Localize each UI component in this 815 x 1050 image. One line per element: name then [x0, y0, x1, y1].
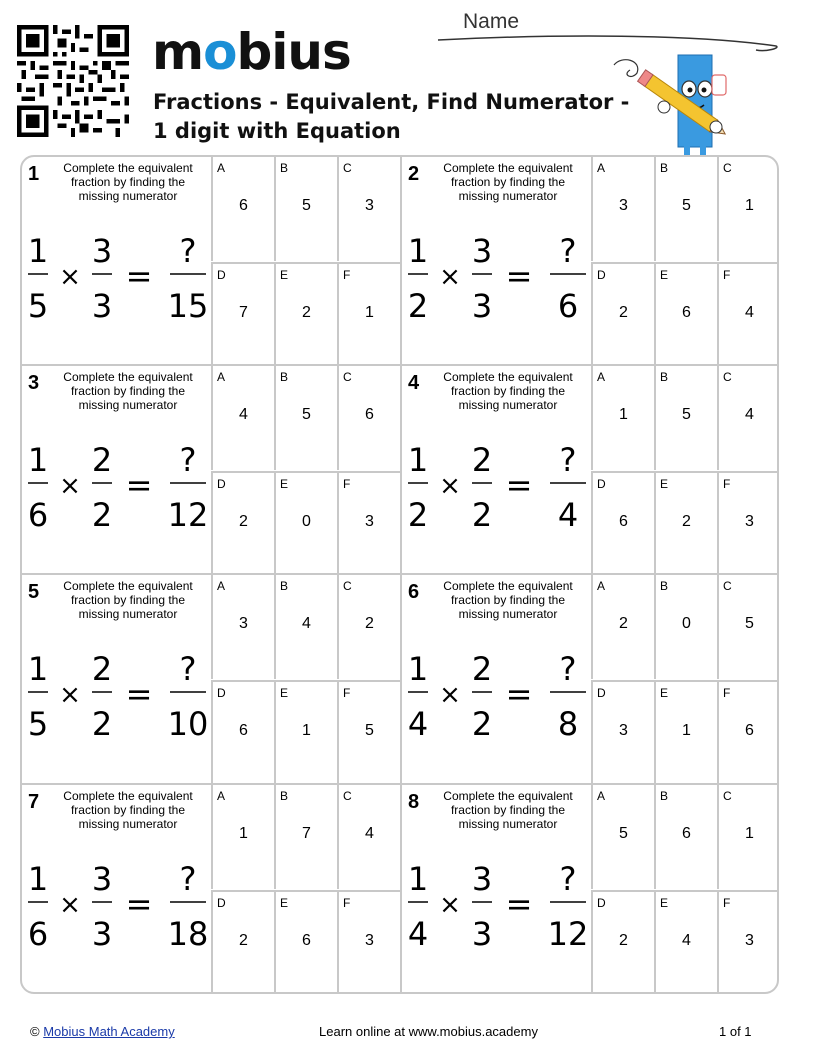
option-value: 2: [365, 615, 374, 632]
fraction-a-denominator: 4: [407, 915, 429, 953]
equals-sign: =: [125, 466, 153, 504]
option-value: 6: [682, 825, 691, 842]
result-denominator: 6: [557, 287, 579, 325]
fraction-a-numerator: 1: [407, 441, 429, 479]
fraction-b-numerator: 2: [91, 441, 113, 479]
problem-card: [402, 785, 779, 994]
answer-option[interactable]: [337, 680, 400, 784]
result-denominator: 4: [557, 496, 579, 534]
answer-option[interactable]: [717, 575, 779, 679]
option-letter: F: [723, 686, 731, 700]
option-value: 3: [239, 615, 248, 632]
option-letter: A: [217, 161, 226, 175]
problem-number: 8: [408, 791, 420, 813]
answer-option[interactable]: [591, 262, 654, 366]
answer-option[interactable]: [211, 890, 274, 994]
option-letter: A: [597, 161, 606, 175]
fraction-b-denominator: 3: [471, 915, 493, 953]
fraction-equation: [402, 217, 592, 367]
answer-choices: [591, 366, 779, 575]
answer-choices: [211, 785, 401, 994]
option-value: 5: [619, 825, 628, 842]
problem-instruction: Complete the equivalent fraction by finding the missing numerator: [443, 370, 573, 412]
option-letter: D: [597, 268, 606, 282]
answer-option[interactable]: [654, 157, 717, 261]
option-letter: C: [343, 161, 352, 175]
option-letter: F: [723, 268, 731, 282]
option-letter: E: [280, 686, 289, 700]
fraction-a-numerator: 1: [27, 860, 49, 898]
answer-choices: [211, 157, 401, 366]
problem-number: 3: [28, 372, 40, 394]
option-value: 3: [745, 932, 754, 949]
problem-instruction: Complete the equivalent fraction by finding the missing numerator: [443, 579, 573, 621]
problem-card: [22, 366, 401, 575]
problem-card: [22, 785, 401, 994]
answer-option[interactable]: [654, 366, 717, 470]
answer-choices: [591, 575, 779, 784]
problem-card: [402, 366, 779, 575]
answer-option[interactable]: [337, 262, 400, 366]
multiply-sign: ×: [59, 262, 81, 292]
problem-card: [402, 575, 779, 784]
fraction-b-numerator: 3: [471, 232, 493, 270]
option-value: 0: [682, 615, 691, 632]
option-value: 2: [619, 932, 628, 949]
answer-option[interactable]: [211, 157, 274, 261]
option-value: 5: [745, 615, 754, 632]
equals-sign: =: [125, 257, 153, 295]
option-letter: D: [217, 686, 226, 700]
result-numerator[interactable]: ?: [559, 650, 577, 688]
multiply-sign: ×: [439, 262, 461, 292]
option-value: 2: [682, 513, 691, 530]
answer-option[interactable]: [717, 157, 779, 261]
option-value: 5: [365, 722, 374, 739]
option-value: 3: [745, 513, 754, 530]
multiply-sign: ×: [439, 680, 461, 710]
answer-option[interactable]: [654, 890, 717, 994]
answer-option[interactable]: [591, 471, 654, 575]
option-value: 5: [682, 197, 691, 214]
equals-sign: =: [505, 885, 533, 923]
problem-number: 1: [28, 163, 40, 185]
option-letter: B: [660, 789, 669, 803]
problem-card: [22, 157, 401, 366]
fraction-b-denominator: 3: [471, 287, 493, 325]
multiply-sign: ×: [439, 471, 461, 501]
answer-option[interactable]: [337, 890, 400, 994]
fraction-a-numerator: 1: [27, 232, 49, 270]
option-value: 3: [365, 197, 374, 214]
fraction-b-denominator: 2: [91, 705, 113, 743]
answer-choices: [591, 785, 779, 994]
result-denominator: 15: [167, 287, 209, 325]
option-value: 2: [619, 615, 628, 632]
problem-number: 2: [408, 163, 420, 185]
result-numerator[interactable]: ?: [559, 441, 577, 479]
option-letter: D: [597, 896, 606, 910]
option-value: 1: [745, 825, 754, 842]
fraction-b-numerator: 3: [471, 860, 493, 898]
fraction-b-denominator: 3: [91, 287, 113, 325]
answer-option[interactable]: [211, 366, 274, 470]
answer-option[interactable]: [274, 471, 337, 575]
problem-number: 4: [408, 372, 420, 394]
option-letter: B: [660, 161, 669, 175]
option-letter: D: [217, 896, 226, 910]
fraction-b-denominator: 2: [471, 705, 493, 743]
option-letter: B: [280, 789, 289, 803]
problem-number: 6: [408, 581, 420, 603]
fraction-a-denominator: 4: [407, 705, 429, 743]
option-letter: D: [597, 686, 606, 700]
option-value: 4: [302, 615, 311, 632]
answer-option[interactable]: [591, 890, 654, 994]
answer-option[interactable]: [211, 262, 274, 366]
answer-option[interactable]: [211, 471, 274, 575]
result-denominator: 12: [547, 915, 589, 953]
option-value: 2: [239, 932, 248, 949]
fraction-equation: [22, 426, 212, 576]
logo-drop-icon: o: [203, 23, 237, 81]
option-value: 3: [365, 513, 374, 530]
fraction-a-denominator: 2: [407, 287, 429, 325]
option-letter: B: [280, 370, 289, 384]
equals-sign: =: [505, 466, 533, 504]
option-letter: B: [660, 370, 669, 384]
option-value: 1: [365, 304, 374, 321]
answer-option[interactable]: [717, 890, 779, 994]
option-value: 6: [365, 406, 374, 423]
option-value: 7: [302, 825, 311, 842]
option-value: 4: [745, 406, 754, 423]
result-numerator[interactable]: ?: [179, 860, 197, 898]
equals-sign: =: [125, 885, 153, 923]
multiply-sign: ×: [59, 890, 81, 920]
worksheet-title: Fractions - Equivalent, Find Numerator - 1 digit with Equation: [153, 90, 630, 143]
fraction-equation: [402, 635, 592, 785]
option-value: 3: [365, 932, 374, 949]
answer-option[interactable]: [337, 785, 400, 889]
result-denominator: 10: [167, 705, 209, 743]
option-letter: F: [723, 896, 731, 910]
option-letter: D: [597, 477, 606, 491]
fraction-equation: [22, 845, 212, 994]
answer-option[interactable]: [211, 575, 274, 679]
answer-choices: [591, 157, 779, 366]
option-letter: A: [217, 579, 226, 593]
equals-sign: =: [125, 675, 153, 713]
problem-number: 5: [28, 581, 40, 603]
fraction-a-denominator: 5: [27, 287, 49, 325]
option-value: 6: [239, 197, 248, 214]
option-letter: F: [343, 686, 351, 700]
answer-option[interactable]: [274, 262, 337, 366]
option-letter: C: [723, 579, 732, 593]
option-letter: C: [343, 370, 352, 384]
answer-option[interactable]: [211, 785, 274, 889]
result-numerator[interactable]: ?: [559, 860, 577, 898]
option-value: 6: [682, 304, 691, 321]
multiply-sign: ×: [59, 680, 81, 710]
answer-option[interactable]: [591, 157, 654, 261]
option-value: 4: [365, 825, 374, 842]
option-letter: B: [660, 579, 669, 593]
option-letter: E: [660, 268, 669, 282]
fraction-b-numerator: 3: [91, 860, 113, 898]
option-value: 3: [619, 197, 628, 214]
option-value: 7: [239, 304, 248, 321]
fraction-b-denominator: 2: [91, 496, 113, 534]
answer-option[interactable]: [717, 471, 779, 575]
option-value: 5: [302, 406, 311, 423]
fraction-b-numerator: 2: [471, 650, 493, 688]
result-numerator[interactable]: ?: [179, 441, 197, 479]
fraction-a-numerator: 1: [407, 650, 429, 688]
option-letter: C: [723, 789, 732, 803]
answer-option[interactable]: [274, 575, 337, 679]
answer-option[interactable]: [717, 366, 779, 470]
option-value: 6: [745, 722, 754, 739]
fraction-a-denominator: 5: [27, 705, 49, 743]
fraction-a-denominator: 2: [407, 496, 429, 534]
option-value: 6: [619, 513, 628, 530]
fraction-b-numerator: 2: [471, 441, 493, 479]
option-letter: E: [660, 896, 669, 910]
answer-choices: [211, 575, 401, 784]
problem-card: [402, 157, 779, 366]
fraction-b-numerator: 3: [91, 232, 113, 270]
fraction-a-denominator: 6: [27, 496, 49, 534]
problem-instruction: Complete the equivalent fraction by finding the missing numerator: [443, 161, 573, 203]
answer-option[interactable]: [591, 680, 654, 784]
answer-option[interactable]: [591, 575, 654, 679]
answer-choices: [211, 366, 401, 575]
problem-instruction: Complete the equivalent fraction by finding the missing numerator: [63, 579, 193, 621]
fraction-b-numerator: 2: [91, 650, 113, 688]
option-letter: C: [343, 579, 352, 593]
fraction-b-denominator: 3: [91, 915, 113, 953]
fraction-a-numerator: 1: [407, 232, 429, 270]
option-value: 6: [302, 932, 311, 949]
option-value: 2: [239, 513, 248, 530]
answer-option[interactable]: [654, 575, 717, 679]
problem-instruction: Complete the equivalent fraction by finding the missing numerator: [63, 370, 193, 412]
option-letter: B: [280, 161, 289, 175]
fraction-equation: [402, 426, 592, 576]
answer-option[interactable]: [591, 366, 654, 470]
answer-option[interactable]: [274, 157, 337, 261]
option-letter: E: [280, 896, 289, 910]
name-label: Name: [463, 10, 520, 33]
problem-instruction: Complete the equivalent fraction by finding the missing numerator: [63, 161, 193, 203]
equals-sign: =: [505, 257, 533, 295]
mobius-academy-link[interactable]: Mobius Math Academy: [43, 1024, 175, 1039]
answer-option[interactable]: [717, 680, 779, 784]
option-value: 4: [239, 406, 248, 423]
fraction-equation: [402, 845, 592, 994]
option-letter: B: [280, 579, 289, 593]
footer-learn-online: Learn online at www.mobius.academy: [319, 1024, 538, 1039]
problem-number: 7: [28, 791, 40, 813]
option-letter: F: [343, 896, 351, 910]
option-letter: A: [217, 789, 226, 803]
option-value: 1: [682, 722, 691, 739]
option-value: 1: [239, 825, 248, 842]
answer-option[interactable]: [654, 262, 717, 366]
answer-option[interactable]: [274, 680, 337, 784]
multiply-sign: ×: [439, 890, 461, 920]
option-letter: F: [723, 477, 731, 491]
answer-option[interactable]: [337, 157, 400, 261]
fraction-b-denominator: 2: [471, 496, 493, 534]
option-letter: E: [280, 268, 289, 282]
result-numerator[interactable]: ?: [179, 232, 197, 270]
answer-option[interactable]: [274, 366, 337, 470]
problem-instruction: Complete the equivalent fraction by finding the missing numerator: [443, 789, 573, 831]
problem-instruction: Complete the equivalent fraction by finding the missing numerator: [63, 789, 193, 831]
answer-option[interactable]: [274, 785, 337, 889]
answer-option[interactable]: [211, 680, 274, 784]
fraction-equation: [22, 635, 212, 785]
option-value: 5: [302, 197, 311, 214]
answer-option[interactable]: [337, 575, 400, 679]
result-numerator[interactable]: ?: [179, 650, 197, 688]
fraction-a-numerator: 1: [407, 860, 429, 898]
option-value: 1: [302, 722, 311, 739]
option-letter: E: [660, 477, 669, 491]
multiply-sign: ×: [59, 471, 81, 501]
fraction-a-numerator: 1: [27, 650, 49, 688]
equals-sign: =: [505, 675, 533, 713]
option-letter: D: [217, 477, 226, 491]
mobius-mascot-icon: [612, 45, 742, 157]
option-value: 3: [619, 722, 628, 739]
option-value: 1: [745, 197, 754, 214]
answer-option[interactable]: [337, 471, 400, 575]
footer-copyright: © Mobius Math Academy: [30, 1024, 175, 1039]
result-denominator: 8: [557, 705, 579, 743]
result-denominator: 12: [167, 496, 209, 534]
option-letter: C: [723, 161, 732, 175]
answer-option[interactable]: [654, 785, 717, 889]
option-letter: F: [343, 268, 351, 282]
answer-option[interactable]: [591, 785, 654, 889]
result-denominator: 18: [167, 915, 209, 953]
option-value: 2: [619, 304, 628, 321]
option-value: 6: [239, 722, 248, 739]
mobius-logo: mobius: [152, 23, 351, 81]
problem-card: [22, 575, 401, 784]
option-letter: A: [597, 579, 606, 593]
fraction-a-numerator: 1: [27, 441, 49, 479]
option-letter: E: [280, 477, 289, 491]
option-value: 0: [302, 513, 311, 530]
problems-grid: [20, 155, 779, 994]
option-value: 4: [682, 932, 691, 949]
answer-option[interactable]: [717, 262, 779, 366]
option-letter: C: [343, 789, 352, 803]
answer-option[interactable]: [274, 890, 337, 994]
option-letter: A: [597, 370, 606, 384]
option-letter: C: [723, 370, 732, 384]
option-letter: A: [217, 370, 226, 384]
fraction-a-denominator: 6: [27, 915, 49, 953]
result-numerator[interactable]: ?: [559, 232, 577, 270]
option-value: 4: [745, 304, 754, 321]
option-letter: D: [217, 268, 226, 282]
option-value: 1: [619, 406, 628, 423]
option-letter: E: [660, 686, 669, 700]
option-value: 2: [302, 304, 311, 321]
option-letter: A: [597, 789, 606, 803]
option-value: 5: [682, 406, 691, 423]
answer-option[interactable]: [654, 471, 717, 575]
answer-option[interactable]: [337, 366, 400, 470]
qr-code-icon[interactable]: [17, 25, 129, 137]
option-letter: F: [343, 477, 351, 491]
fraction-equation: [22, 217, 212, 367]
footer-page-number: 1 of 1: [719, 1024, 752, 1039]
answer-option[interactable]: [654, 680, 717, 784]
answer-option[interactable]: [717, 785, 779, 889]
